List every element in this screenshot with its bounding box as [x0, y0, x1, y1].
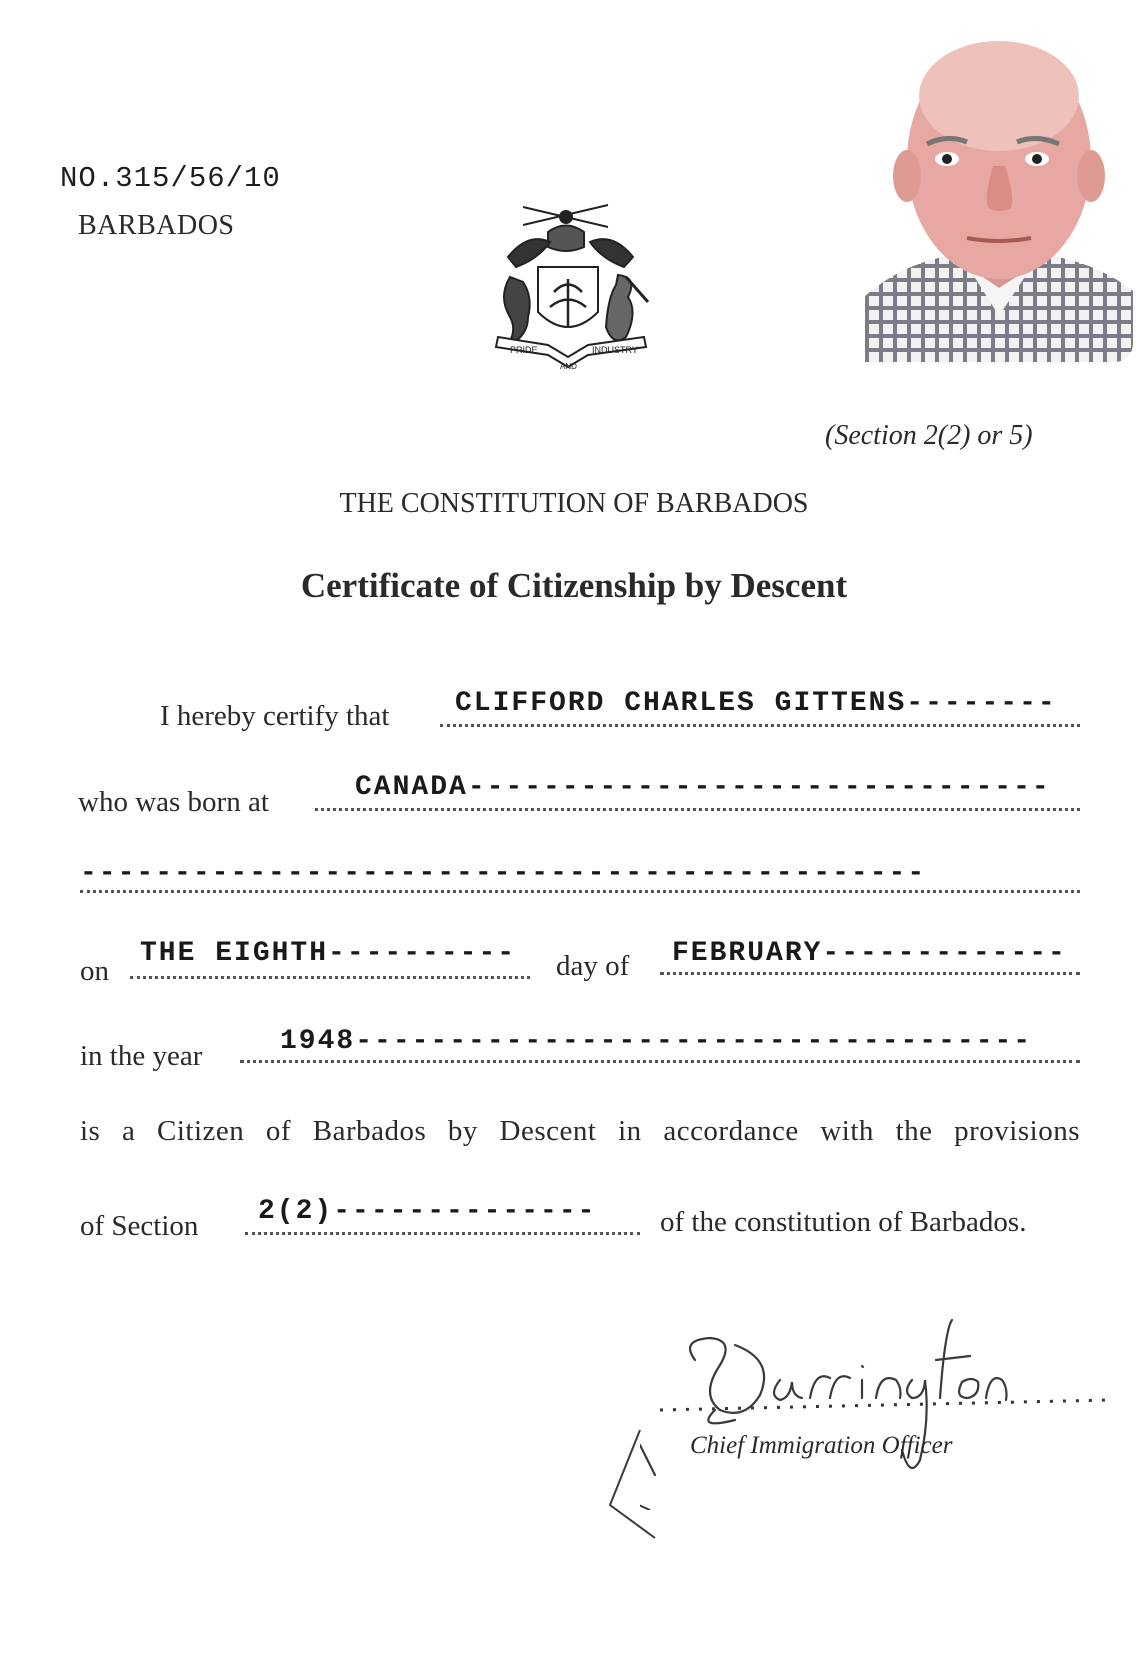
- day-dotted-line: [130, 976, 530, 979]
- section-label: of Section: [80, 1210, 199, 1242]
- day-of-label: day of: [556, 950, 630, 982]
- serial-number: NO.315/56/10: [60, 162, 281, 195]
- month-dotted-line: [660, 972, 1080, 975]
- section-dotted-line: [245, 1232, 640, 1235]
- section-reference: (Section 2(2) or 5): [825, 420, 1033, 451]
- motto-word: INDUSTRY: [592, 345, 638, 355]
- section-suffix: of the constitution of Barbados.: [660, 1206, 1027, 1238]
- section-value: 2(2)--------------: [258, 1196, 597, 1227]
- certify-label: I hereby certify that: [160, 700, 390, 732]
- on-label: on: [80, 955, 109, 987]
- blank-dotted-line: [80, 890, 1080, 893]
- officer-title: Chief Immigration Officer: [690, 1432, 953, 1459]
- certificate-title: Certificate of Citizenship by Descent: [300, 566, 848, 605]
- coat-of-arms-emblem: [488, 197, 653, 377]
- born-dotted-line: [315, 808, 1080, 811]
- signature-flourish: [600, 1420, 680, 1540]
- year-dotted-line: [240, 1060, 1080, 1063]
- citizenship-statement: is a Citizen of Barbados by Descent in accordance with the provisions: [80, 1115, 1080, 1147]
- day-value: THE EIGHTH----------: [140, 938, 517, 969]
- year-value: 1948------------------------------------: [280, 1026, 1033, 1057]
- applicant-photo: [865, 26, 1133, 362]
- month-value: FEBRUARY-------------: [672, 938, 1067, 969]
- blank-line-value: ---------------------------------------------: [80, 858, 927, 889]
- name-value: CLIFFORD CHARLES GITTENS--------: [455, 688, 1057, 719]
- year-label: in the year: [80, 1040, 203, 1072]
- born-value: CANADA-------------------------------: [355, 772, 1051, 803]
- born-label: who was born at: [78, 786, 269, 818]
- country-name: BARBADOS: [78, 210, 235, 241]
- motto-word: AND: [560, 362, 577, 371]
- name-dotted-line: [440, 724, 1080, 727]
- constitution-heading: THE CONSTITUTION OF BARBADOS: [339, 488, 809, 519]
- signature-mark: [640, 1300, 1110, 1510]
- motto-word: PRIDE: [510, 345, 538, 355]
